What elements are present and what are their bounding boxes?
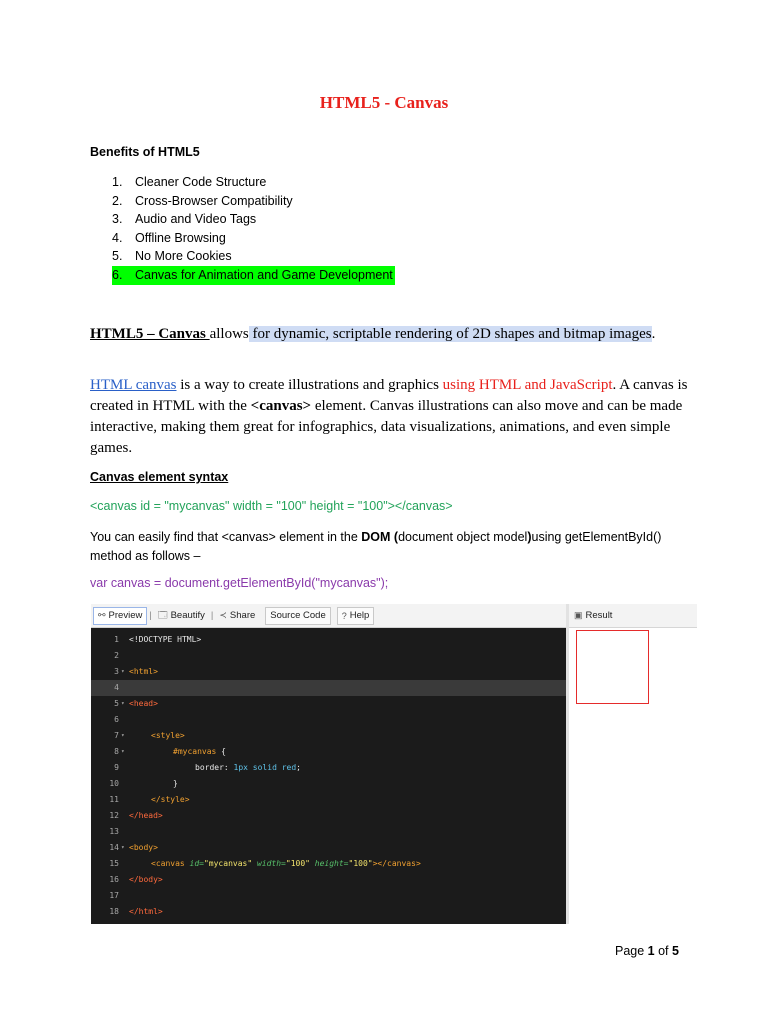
list-item xyxy=(112,229,395,248)
fold-arrow-icon[interactable]: ▾ xyxy=(121,732,125,739)
terminal-icon: ▣ xyxy=(574,610,583,620)
selected-text: for dynamic, scriptable rendering of 2D shapes and bitmap images xyxy=(248,326,652,342)
syntax-code: <canvas id = "mycanvas" width = "100" height = "100"></canvas> xyxy=(90,499,453,513)
editor-toolbar xyxy=(91,604,566,628)
code-line xyxy=(91,696,566,712)
code-area[interactable] xyxy=(91,628,566,924)
dom-text-d: using getElementById() method as follows – xyxy=(90,530,662,563)
desc-red-text: using HTML and JavaScript xyxy=(442,377,613,393)
html-attr: id= xyxy=(189,859,204,868)
line-number: 6 xyxy=(114,715,119,724)
list-item-text: Canvas for Animation and Game Development xyxy=(135,267,393,282)
line-number: 10 xyxy=(109,779,119,788)
html-attr-value: "mycanvas" xyxy=(203,859,253,868)
code-text xyxy=(195,760,301,776)
list-item-number: 2. xyxy=(112,193,123,208)
css-property: border: xyxy=(195,763,234,772)
code-text: } xyxy=(173,779,178,788)
line-number: 17 xyxy=(109,891,119,900)
beautify-button[interactable] xyxy=(154,607,209,625)
rendered-canvas xyxy=(576,630,649,704)
html-attr-value: "100" xyxy=(348,859,373,868)
list-item-text: Audio and Video Tags xyxy=(135,212,257,227)
line-number: 5 xyxy=(114,699,119,708)
result-pane xyxy=(569,604,697,924)
line-number: 4 xyxy=(114,683,119,692)
html-tag-open: <canvas xyxy=(151,859,190,868)
beautify-label: Beautify xyxy=(170,610,205,621)
list-item-text: Cleaner Code Structure xyxy=(135,175,267,189)
code-text: <style> xyxy=(151,731,185,740)
intro-text-c: . xyxy=(651,326,656,342)
list-item-text: No More Cookies xyxy=(135,249,232,264)
dom-paren-open: ( xyxy=(393,530,399,544)
code-text: </head> xyxy=(129,811,163,820)
dom-paren-close: ) xyxy=(527,530,532,544)
document-title: HTML5 - Canvas xyxy=(319,93,449,112)
list-item-number: 5. xyxy=(112,249,123,264)
benefits-heading: Benefits of HTML5 xyxy=(90,145,200,159)
code-line xyxy=(91,648,566,664)
result-header xyxy=(569,604,697,628)
page-prefix: Page xyxy=(615,944,648,958)
code-line xyxy=(91,760,566,776)
dom-bold: DOM xyxy=(361,530,391,544)
share-icon: ≺ xyxy=(219,610,227,620)
line-number: 18 xyxy=(109,907,119,916)
fold-arrow-icon[interactable]: ▾ xyxy=(121,700,125,707)
dom-text-a: You can easily find that <canvas> element in the xyxy=(90,530,362,544)
code-editor xyxy=(91,604,566,924)
page-total: 5 xyxy=(672,944,679,958)
code-text: <body> xyxy=(129,843,158,852)
desc-text-b: . A canvas is created in HTML with the xyxy=(90,377,688,414)
desc-text-c: element. Canvas illustrations can also move and can be made interactive, making them great for infographics, data visualizations, animations, and even simple games. xyxy=(90,398,683,456)
beautify-icon: 🗔 xyxy=(157,609,168,620)
line-number: 13 xyxy=(109,827,119,836)
list-item-number: 1. xyxy=(112,175,123,189)
line-number: 3 xyxy=(114,667,119,676)
css-brace: { xyxy=(216,747,226,756)
list-item-number: 6. xyxy=(112,267,123,282)
html-attr-value: "100" xyxy=(285,859,310,868)
preview-label: Preview xyxy=(108,610,143,621)
help-icon: ? xyxy=(341,610,347,621)
html-attr: height= xyxy=(309,859,349,868)
share-button[interactable] xyxy=(215,607,259,625)
list-item xyxy=(112,192,395,211)
list-item-highlighted xyxy=(112,266,395,285)
share-label: Share xyxy=(229,610,256,621)
code-text: <html> xyxy=(129,667,158,676)
list-item-text: Cross-Browser Compatibility xyxy=(135,193,293,208)
list-item xyxy=(112,247,395,266)
var-code-line: var canvas = document.getElementById("mycanvas"); xyxy=(90,576,389,590)
list-item-number: 3. xyxy=(112,212,123,227)
source-code-label: Source Code xyxy=(270,610,326,621)
code-line xyxy=(91,840,566,856)
code-text xyxy=(173,744,226,760)
source-code-button[interactable] xyxy=(265,607,330,625)
line-number: 9 xyxy=(114,763,119,772)
code-line xyxy=(91,728,566,744)
code-line xyxy=(91,856,566,872)
html-canvas-link[interactable]: HTML canvas xyxy=(90,377,177,393)
help-button[interactable] xyxy=(337,607,375,625)
benefits-list xyxy=(112,173,395,285)
page-current: 1 xyxy=(647,944,655,958)
desc-text-a: is a way to create illustrations and graphics xyxy=(176,377,443,393)
code-line xyxy=(91,872,566,888)
fold-arrow-icon[interactable]: ▾ xyxy=(121,748,125,755)
help-label: Help xyxy=(349,610,370,621)
code-line-current xyxy=(91,680,566,696)
code-line xyxy=(91,792,566,808)
code-line xyxy=(91,664,566,680)
syntax-heading: Canvas element syntax xyxy=(90,470,229,484)
code-line xyxy=(91,776,566,792)
canvas-term: HTML5 – Canvas xyxy=(90,326,210,342)
line-number: 15 xyxy=(109,859,119,868)
line-number: 7 xyxy=(114,731,119,740)
line-number: 14 xyxy=(109,843,119,852)
code-line xyxy=(91,712,566,728)
list-item-text: Offline Browsing xyxy=(135,230,226,245)
list-item-number: 4. xyxy=(112,230,123,245)
css-value: solid red xyxy=(247,763,297,772)
intro-text-a: allows xyxy=(209,326,249,342)
page-of: of xyxy=(654,944,672,958)
canvas-intro-paragraph xyxy=(90,324,690,345)
code-line xyxy=(91,904,566,920)
line-number: 12 xyxy=(109,811,119,820)
fold-arrow-icon[interactable]: ▾ xyxy=(121,844,125,851)
line-number: 16 xyxy=(109,875,119,884)
line-number: 11 xyxy=(109,795,119,804)
preview-icon: ⚯ xyxy=(98,610,106,620)
code-line xyxy=(91,744,566,760)
dom-paragraph xyxy=(90,528,690,566)
line-number: 2 xyxy=(114,651,119,660)
code-text xyxy=(151,856,421,872)
fold-arrow-icon[interactable]: ▾ xyxy=(121,668,125,675)
html-tag-close: ></canvas> xyxy=(372,859,421,868)
code-text: </html> xyxy=(129,907,163,916)
code-text: <!DOCTYPE HTML> xyxy=(129,635,202,644)
list-item xyxy=(112,173,395,192)
canvas-tag-bold: <canvas> xyxy=(250,398,312,414)
css-selector: #mycanvas xyxy=(173,747,217,756)
code-line xyxy=(91,808,566,824)
toolbar-separator: | xyxy=(210,610,214,621)
html-attr: width= xyxy=(252,859,286,868)
code-text: </body> xyxy=(129,875,163,884)
result-label: Result xyxy=(585,610,613,621)
css-semicolon: ; xyxy=(296,763,301,772)
list-item xyxy=(112,210,395,229)
line-number: 1 xyxy=(114,635,119,644)
preview-button[interactable] xyxy=(93,607,147,625)
page-number xyxy=(615,944,679,958)
code-text: </style> xyxy=(151,795,190,804)
canvas-description-paragraph xyxy=(90,375,690,459)
code-line xyxy=(91,824,566,840)
dom-text-c: document object model xyxy=(398,530,528,544)
code-line xyxy=(91,888,566,904)
line-number: 8 xyxy=(114,747,119,756)
code-line xyxy=(91,632,566,648)
toolbar-separator: | xyxy=(149,610,152,621)
css-number: 1px xyxy=(233,763,248,772)
code-text: <head> xyxy=(129,699,158,708)
